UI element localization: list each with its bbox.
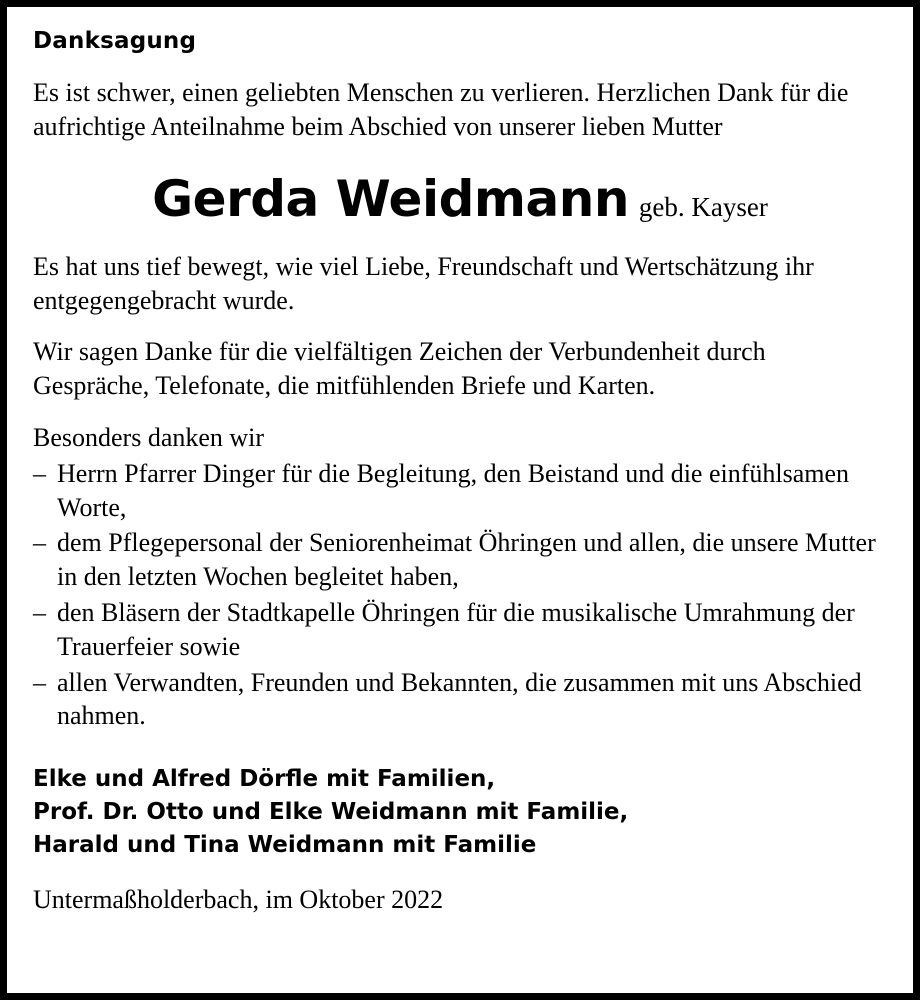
dash-bullet-icon: –: [33, 598, 46, 628]
paragraph-2: Es hat uns tief bewegt, wie viel Liebe, Freundschaft und Wertschätzung ihr entgegengebracht wurde.: [33, 251, 814, 315]
deceased-name: Gerda Weidmann: [152, 169, 629, 228]
dash-bullet-icon: –: [33, 528, 46, 558]
list-item-label: den Bläsern der Stadtkapelle Öhringen für die musikalische Umrahmung der Trauerfeier sowie: [57, 598, 855, 661]
thanks-list: [33, 457, 887, 733]
paragraph-3: Wir sagen Danke für die vielfältigen Zeichen der Verbundenheit durch Gespräche, Telefonate, die mitfühlenden Briefe und Karten.: [33, 337, 766, 401]
signer-line: Prof. Dr. Otto und Elke Weidmann mit Familie,: [33, 798, 629, 825]
list-item: [33, 596, 887, 664]
dash-bullet-icon: –: [33, 667, 46, 697]
list-item: [33, 526, 887, 594]
signer-line: Harald und Tina Weidmann mit Familie: [33, 831, 537, 858]
deceased-name-block: [33, 170, 887, 228]
thanks-list-intro: Besonders danken wir: [33, 423, 265, 453]
list-item: [33, 666, 887, 734]
signers-block: [33, 763, 887, 861]
dash-bullet-icon: –: [33, 458, 46, 488]
list-item-label: dem Pflegepersonal der Seniorenheimat Öhringen und allen, die unsere Mutter in den letzten Wochen begleitet haben,: [57, 528, 876, 592]
list-item: [33, 457, 887, 525]
list-item-label: allen Verwandten, Freunden und Bekannten, die zusammen mit uns Abschied nahmen.: [57, 667, 862, 731]
intro-paragraph: Es ist schwer, einen geliebten Menschen zu verlieren. Herzlichen Dank für die aufrichtige Anteilnahme beim Abschied von unserer lieben Mutter: [33, 78, 849, 142]
place-and-date: Untermaßholderbach, im Oktober 2022: [33, 885, 444, 915]
page-title: Danksagung: [33, 28, 197, 54]
signer-line: Elke und Alfred Dörfle mit Familien,: [33, 766, 496, 793]
list-item-label: Herrn Pfarrer Dinger für die Begleitung, den Beistand und die einfühlsamen Worte,: [57, 458, 850, 522]
deceased-maiden-name: geb. Kayser: [638, 191, 768, 222]
